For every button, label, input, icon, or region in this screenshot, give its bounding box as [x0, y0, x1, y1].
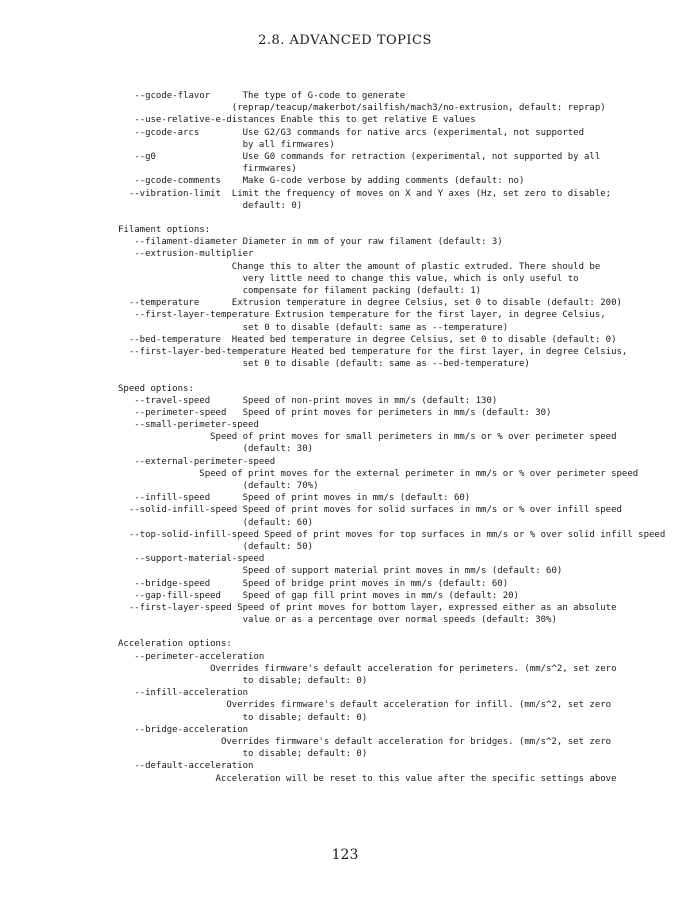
text-line: --temperature Extrusion temperature in degree Celsius, set 0 to disable (default: 200)	[118, 298, 622, 309]
text-line: Overrides firmware's default acceleration for bridges. (mm/s^2, set zero	[118, 736, 612, 747]
text-line: set 0 to disable (default: same as --temperature)	[118, 322, 509, 333]
text-line: to disable; default: 0)	[118, 749, 368, 760]
text-line: --top-solid-infill-speed Speed of print moves for top surfaces in mm/s or % over solid infill speed	[118, 529, 666, 540]
text-line: (default: 50)	[118, 541, 314, 552]
text-line: default: 0)	[118, 200, 303, 211]
text-line: --small-perimeter-speed	[118, 420, 259, 431]
text-line: --default-acceleration	[118, 761, 254, 772]
blank-line	[118, 626, 678, 638]
text-line: --vibration-limit Limit the frequency of moves on X and Y axes (Hz, set zero to disable;	[118, 188, 612, 199]
text-line: by all firmwares)	[118, 139, 335, 150]
text-line: Acceleration options:	[118, 639, 232, 650]
text-line: compensate for filament packing (default: 1)	[118, 286, 482, 296]
text-line: Speed of print moves for the external perimeter in mm/s or % over perimeter speed	[118, 468, 639, 479]
text-line: --first-layer-bed-temperature Heated bed temperature for the first layer, in degree Celsius,	[118, 346, 628, 357]
running-header: 2.8. ADVANCED TOPICS	[258, 33, 432, 48]
cli-options-listing	[118, 90, 678, 785]
blank-line	[118, 212, 678, 224]
text-line: --first-layer-temperature Extrusion temperature for the first layer, in degree Celsius,	[118, 310, 606, 321]
text-line: Speed options:	[118, 383, 194, 394]
text-line: --gcode-arcs Use G2/G3 commands for native arcs (experimental, not supported	[118, 127, 584, 138]
text-line: --solid-infill-speed Speed of print moves for solid surfaces in mm/s or % over infill speed	[118, 505, 622, 516]
text-line: very little need to change this value, which is only useful to	[118, 273, 579, 284]
text-line: --bridge-acceleration	[118, 724, 249, 735]
text-line: (default: 30)	[118, 444, 314, 455]
text-line: --bed-temperature Heated bed temperature in degree Celsius, set 0 to disable (default: 0)	[118, 334, 617, 345]
text-line: --use-relative-e-distances Enable this to get relative E values	[118, 115, 476, 126]
text-line: --travel-speed Speed of non-print moves in mm/s (default: 130)	[118, 395, 498, 406]
text-line: Filament options:	[118, 225, 211, 236]
text-line: Acceleration will be reset to this value after the specific settings above	[118, 773, 617, 784]
text-line: to disable; default: 0)	[118, 712, 368, 723]
text-line: --perimeter-acceleration	[118, 651, 265, 662]
text-line: --bridge-speed Speed of bridge print moves in mm/s (default: 60)	[118, 578, 509, 589]
text-line: --gap-fill-speed Speed of gap fill print moves in mm/s (default: 20)	[118, 590, 519, 601]
text-line: Speed of support material print moves in mm/s (default: 60)	[118, 566, 563, 577]
text-line: (default: 70%)	[118, 481, 319, 491]
text-line: to disable; default: 0)	[118, 676, 368, 686]
text-line: set 0 to disable (default: same as --bed-temperature)	[118, 359, 530, 370]
text-line: --gcode-comments Make G-code verbose by adding comments (default: no)	[118, 176, 525, 187]
text-line: --filament-diameter Diameter in mm of your raw filament (default: 3)	[118, 237, 503, 248]
blank-line	[118, 370, 678, 382]
page-number: 123	[331, 847, 359, 863]
text-line: Overrides firmware's default acceleration for infill. (mm/s^2, set zero	[118, 700, 612, 711]
text-line: --perimeter-speed Speed of print moves for perimeters in mm/s (default: 30)	[118, 407, 552, 418]
text-line: (default: 60)	[118, 517, 314, 528]
text-line: Overrides firmware's default acceleration for perimeters. (mm/s^2, set zero	[118, 663, 617, 674]
text-line: Speed of print moves for small perimeters in mm/s or % over perimeter speed	[118, 432, 617, 443]
text-line: --gcode-flavor The type of G-code to generate	[118, 91, 406, 101]
text-line: --support-material-speed	[118, 554, 265, 565]
text-line: value or as a percentage over normal speeds (default: 30%)	[118, 615, 557, 626]
text-line: Change this to alter the amount of plastic extruded. There should be	[118, 261, 601, 272]
text-line: --first-layer-speed Speed of print moves for bottom layer, expressed either as an absolute	[118, 602, 617, 613]
text-line: --infill-acceleration	[118, 688, 249, 699]
text-line: --external-perimeter-speed	[118, 456, 276, 467]
text-line: --infill-speed Speed of print moves in mm/s (default: 60)	[118, 493, 471, 504]
text-line: firmwares)	[118, 164, 297, 175]
text-line: (reprap/teacup/makerbot/sailfish/mach3/no-extrusion, default: reprap)	[118, 103, 606, 114]
text-line: --g0 Use G0 commands for retraction (experimental, not supported by all	[118, 151, 601, 162]
text-line: --extrusion-multiplier	[118, 249, 254, 260]
